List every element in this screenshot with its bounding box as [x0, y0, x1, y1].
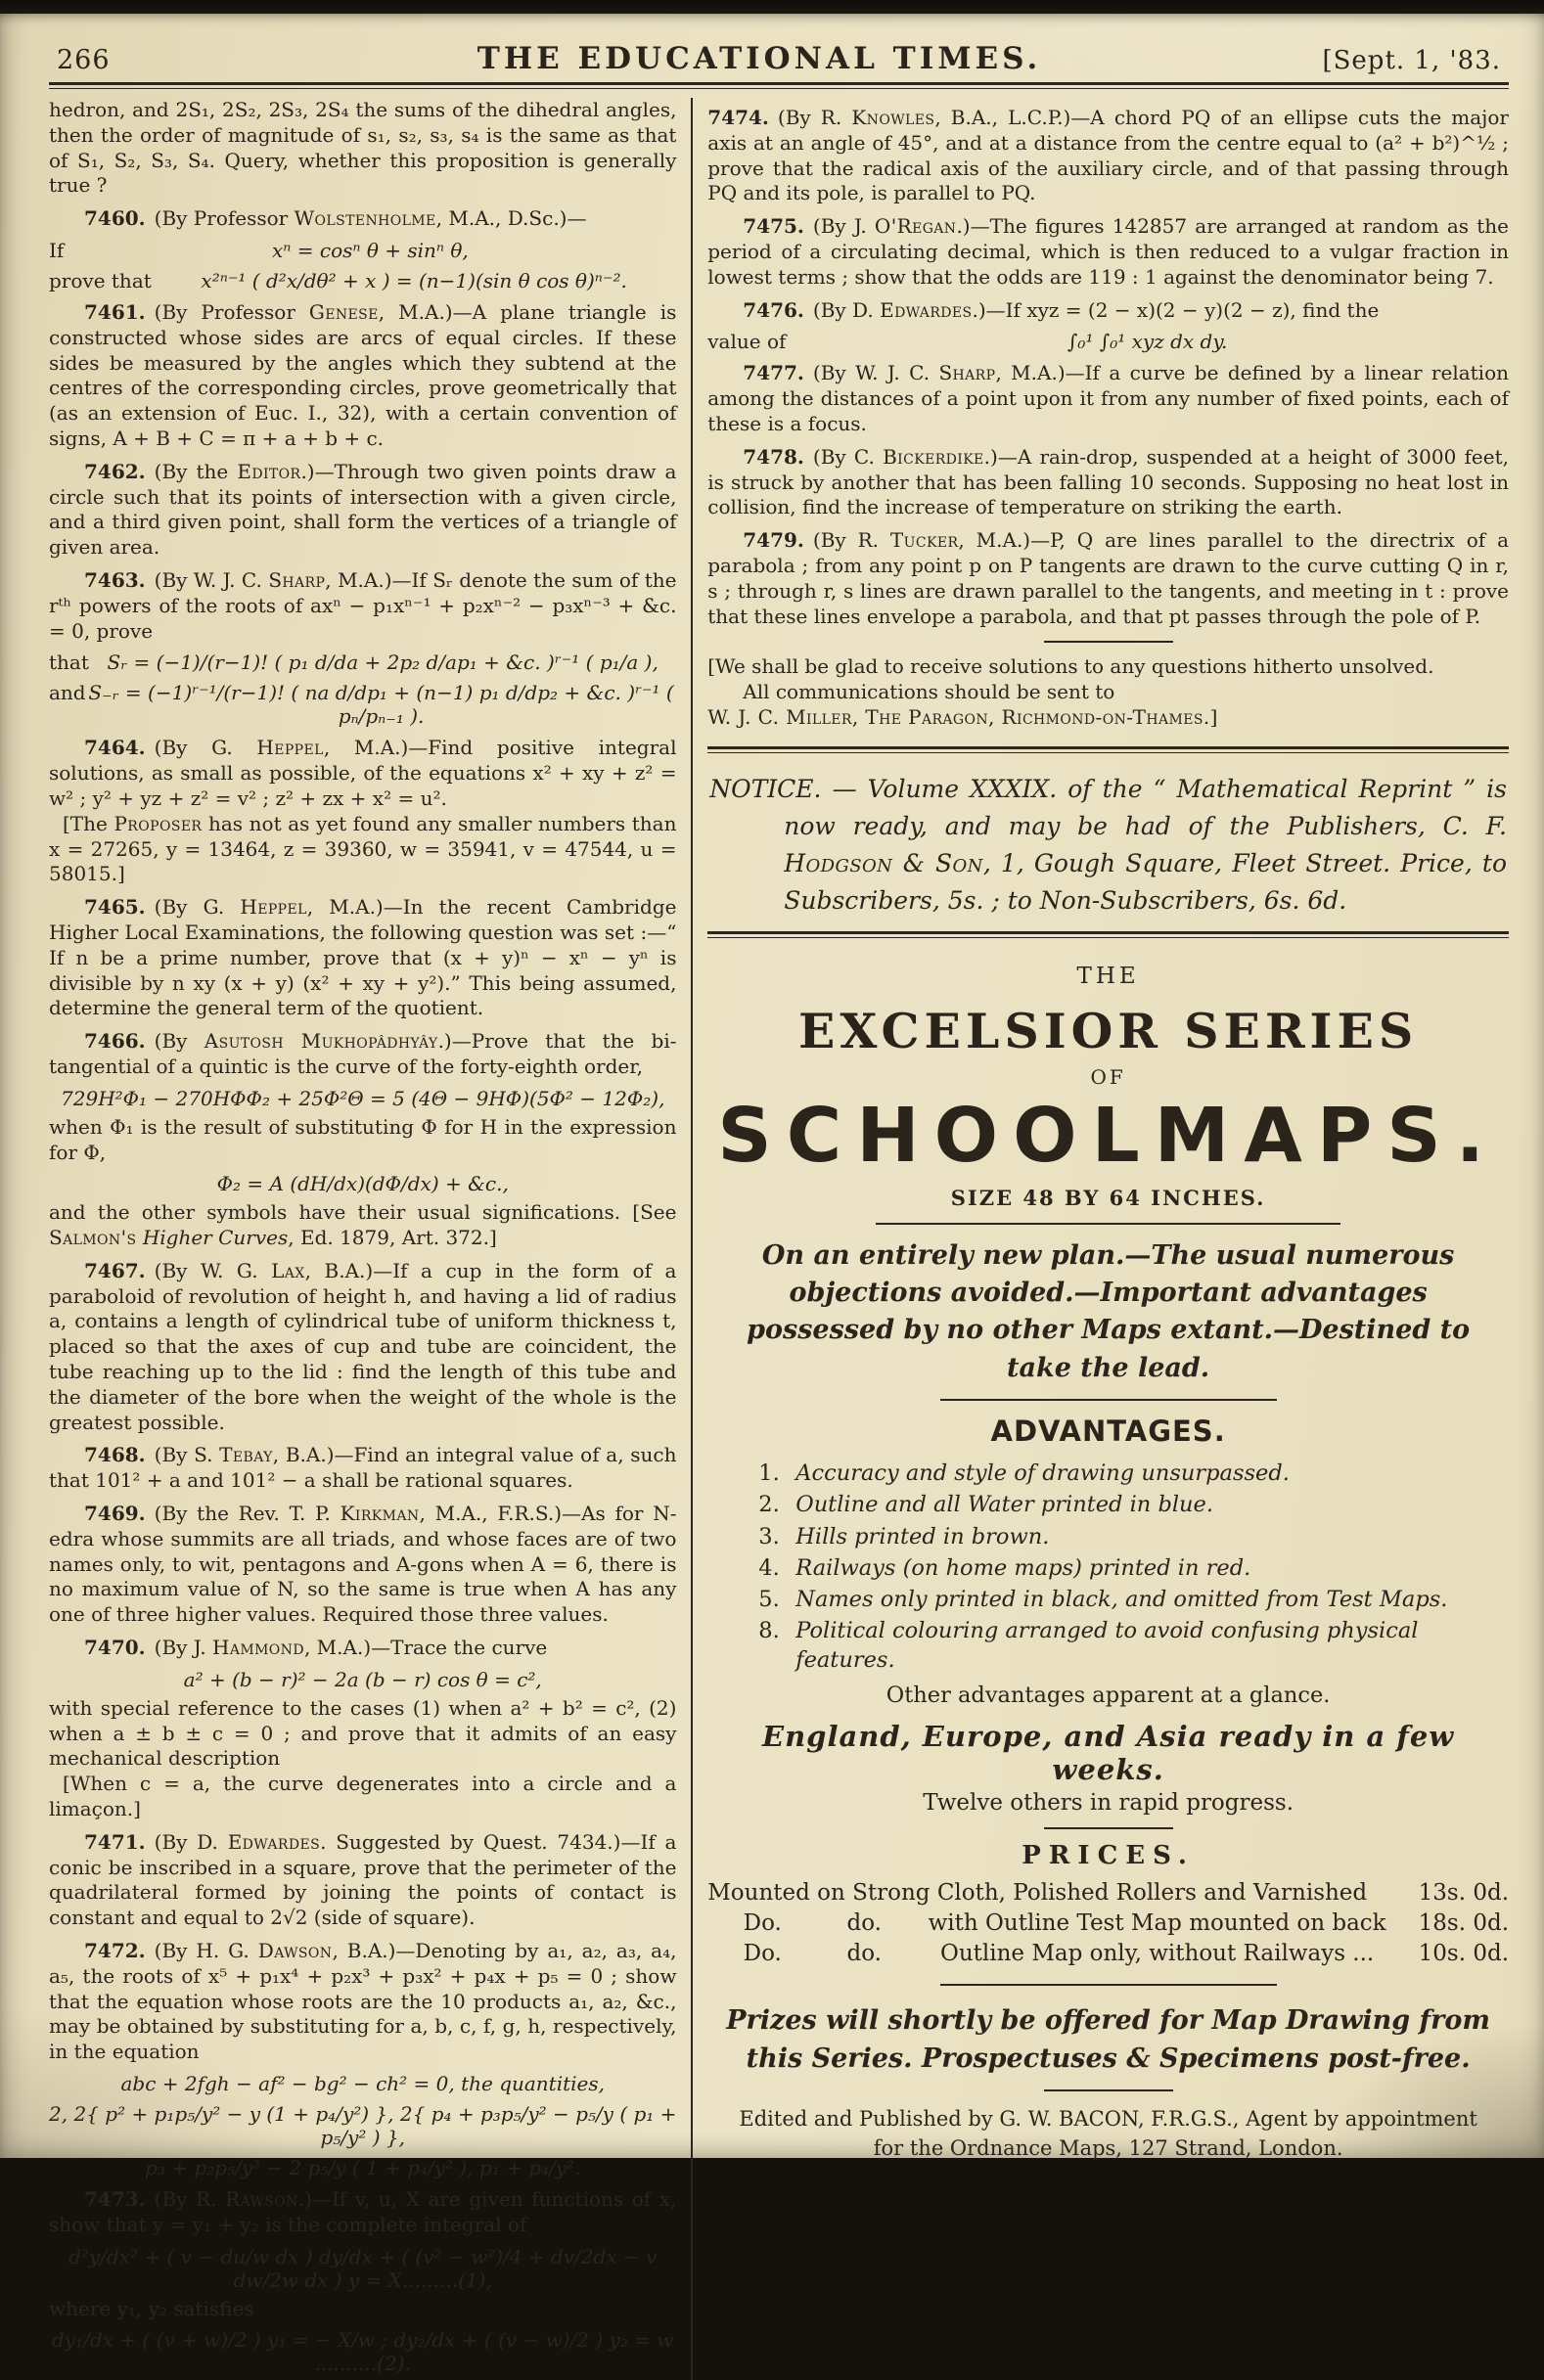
question-number: 7468.	[84, 1443, 146, 1467]
scan-edge-shadow	[0, 0, 1544, 14]
question-byline: (By G.	[154, 895, 241, 920]
question-7463	[49, 568, 676, 644]
formula: d²y/dx² + ( v − du/w dx ) dy/dx + ( (v² − w²)/4 + dv/2dx − v dw/2w dx ) y = X.........(1),	[68, 2244, 658, 2292]
formula-row	[707, 330, 1509, 353]
question-byline: (By Professor	[154, 299, 309, 324]
question-text: with special reference to the cases (1) when a² + b² = c², (2) when a ± b ± c = 0 ; and prove that it admits of an easy mechanical description	[49, 1695, 677, 1771]
formula-label: value of	[707, 330, 787, 354]
imprint-line2: for the Ordnance Maps, 127 Strand, London.	[873, 2135, 1343, 2160]
question-7461	[49, 300, 676, 452]
advert-ready-line: England, Europe, and Asia ready in a few weeks.	[761, 1719, 1455, 1786]
author-name: Edwardes	[880, 297, 973, 322]
question-byline: (By D.	[812, 297, 881, 322]
question-text: , M.A.)—If a curve be defined by a linear relation among the distances of a point upon it from any number of fixed points, each of these is a focus.	[707, 361, 1509, 435]
imprint	[707, 2105, 1509, 2164]
question-7473	[49, 2187, 676, 2238]
question-byline: (By R.	[777, 106, 852, 129]
author-name: Wolstenholme	[294, 206, 436, 231]
question-byline: (By D.	[154, 1829, 228, 1854]
note-text: has not as yet found any smaller numbers than x = 27265, y = 13464, z = 39360, w = 35941, v = 47544, u = 58015.]	[49, 811, 677, 886]
advert-size: SIZE 48 BY 64 INCHES.	[950, 1185, 1266, 1210]
advert-rule	[1044, 1827, 1173, 1829]
question-7465	[49, 895, 676, 1021]
author-name: O'Regan	[874, 214, 957, 239]
question-byline: (By the Rev. T. P.	[154, 1502, 341, 1526]
advantage-item	[758, 1554, 1509, 1583]
advantage-text: Hills printed in brown.	[795, 1523, 1050, 1549]
question-7479	[707, 528, 1509, 629]
question-text: , M.A.)—Trace the curve	[303, 1636, 548, 1660]
question-7470	[49, 1636, 676, 1661]
formula-label: If	[49, 238, 65, 262]
question-byline: (By C.	[812, 444, 884, 469]
price-value: 10s. 0d.	[1418, 1940, 1509, 1966]
advert-maps-title	[707, 1092, 1509, 1180]
question-number: 7465.	[84, 895, 146, 920]
advert-rule	[940, 1399, 1277, 1401]
question-number: 7475.	[743, 214, 804, 239]
question-byline: (By H. G.	[154, 1939, 258, 1963]
price-description: Mounted on Strong Cloth, Polished Rollers and Varnished	[707, 1879, 1368, 1906]
question-text: .)—Through two given points draw a circle such that its points of intersection with a given circle, and a third given point, shall form the vertices of a triangle of given area.	[49, 459, 677, 560]
question-number: 7470.	[84, 1636, 146, 1660]
advert-rule	[1044, 2089, 1173, 2091]
question-text: .)—The figures 142857 are arranged at random as the period of a circulating decimal, which is then reduced to a vulgar fraction in lowest terms ; show that the odds are 119 : 1 against the denominator being 7.	[707, 214, 1509, 289]
question-byline: (By J.	[154, 1636, 212, 1660]
question-text: , M.A.)—Find positive integral solutions, as small as possible, of the equations x² + xy + z² = w² ; y² + yz + z² = v² ; z² + zx + x² = u².	[49, 736, 677, 810]
question-7466	[49, 1029, 676, 1080]
question-byline: (By R.	[154, 2187, 226, 2211]
author-name: Heppel	[240, 895, 307, 920]
question-byline: (By S.	[154, 1443, 220, 1467]
price-row	[707, 1910, 1509, 1936]
formula: p₃ + p₂p₅/y² − 2 p₅/y ( 1 + p₄/y² ), p₁ + p₄/y².	[145, 2156, 581, 2179]
question-byline: (By J.	[812, 214, 875, 239]
question-number: 7463.	[84, 567, 146, 592]
price-ditto: do.	[846, 1909, 882, 1936]
question-number: 7461.	[84, 299, 146, 324]
formula: Sᵣ = (−1)/(r−1)! ( p₁ d/da + 2p₂ d/ap₁ + &c. )ʳ⁻¹ ( p₁/a ),	[107, 651, 658, 675]
price-ditto: Do.	[743, 1940, 782, 1966]
question-text: , Ed. 1879, Art. 372.]	[288, 1226, 497, 1250]
question-byline: (By W. J. C.	[812, 361, 939, 385]
question-text: . Suggested by Quest. 7434.)—If a conic be inscribed in a square, prove that the perimeter of the quadrilateral formed by joining the points of contact is constant and equal to 2√2 (side of square).	[49, 1829, 677, 1930]
author-name: Edwardes	[227, 1829, 321, 1854]
formula: S₋ᵣ = (−1)ʳ⁻¹/(r−1)! ( na d/dp₁ + (n−1) p₁ d/dp₂ + &c. )ʳ⁻¹ ( pₙ/pₙ₋₁ ).	[88, 681, 674, 729]
formula-row	[49, 239, 676, 262]
question-number: 7478.	[743, 444, 804, 469]
author-name: Hammond	[211, 1636, 304, 1660]
price-ditto: Do.	[743, 1909, 782, 1936]
formula-label: and	[49, 681, 86, 705]
advantages-title: ADVANTAGES.	[990, 1415, 1226, 1449]
question-text: .)—If xyz = (2 − x)(2 − y)(2 − z), find the	[972, 297, 1380, 322]
advantage-text: Political colouring arranged to avoid confusing physical features.	[795, 1618, 1419, 1673]
issue-date: [Sept. 1, '83.	[1322, 46, 1501, 75]
question-7472	[49, 1939, 676, 2065]
page-title: THE EDUCATIONAL TIMES.	[477, 41, 1042, 76]
formula-label: prove that	[49, 268, 152, 292]
advert-rule	[940, 1984, 1277, 1986]
question-byline: (By	[154, 1029, 204, 1054]
advert-progress-line: Twelve others in rapid progress.	[923, 1789, 1294, 1816]
section-rule	[1044, 641, 1173, 643]
question-text: , M.A.)—In the recent Cambridge Higher Local Examinations, the following question was set :—“ If n be a prime number, prove that (x + y)ⁿ − xⁿ − yⁿ is divisible by n xy (x + y) (x² + xy + y²).” This being assumed, determine the general term of the quotient.	[49, 895, 677, 1020]
advert-other-line: Other advantages apparent at a glance.	[886, 1682, 1331, 1708]
advert-maps-word2: MAPS.	[1154, 1092, 1499, 1180]
advantage-number: 3.	[758, 1523, 780, 1549]
question-byline: (By W. G.	[154, 1258, 272, 1282]
formula: abc + 2fgh − af² − bg² − ch² = 0, the quantities,	[120, 2072, 605, 2095]
question-text: .)—A rain-drop, suspended at a height of 3000 feet, is struck by another that has been falling 10 seconds. Supposing no heat lost in collision, find the increase of temperature on striking the earth.	[707, 444, 1509, 519]
left-column	[49, 98, 676, 2380]
question-number: 7476.	[743, 297, 804, 322]
advantage-text: Accuracy and style of drawing unsurpassed.	[795, 1460, 1290, 1487]
question-7464	[49, 736, 676, 811]
question-text: , B.A.)—Denoting by a₁, a₂, a₃, a₄, a₅, the roots of x⁵ + p₁x⁴ + p₂x³ + p₃x² + p₄x + p₅ = 0 ; show that the equation whose roots are the 10 products a₁, a₂, &c., may be obtained by substituting for a, b, c, f, g, h, respectively, in the equation	[49, 1939, 677, 2064]
section-rule-double	[707, 746, 1509, 753]
question-number: 7469.	[84, 1502, 146, 1526]
advantage-item	[758, 1523, 1509, 1551]
section-rule-double	[707, 931, 1509, 938]
formula: 2, 2{ p² + p₁p₅/y² − y (1 + p₄/y²) }, 2{ p₄ + p₃p₅/y² − p₅/y ( p₁ + p₅/y² ) },	[49, 2102, 677, 2149]
advert-prizes-line: Prizes will shortly be offered for Map Drawing from this Series. Prospectuses & Specimens post-free.	[726, 2004, 1490, 2074]
question-text: , M.A., D.Sc.)—	[435, 206, 587, 231]
question-7468	[49, 1443, 676, 1494]
question-7462	[49, 460, 676, 561]
author-name: Tebay	[219, 1443, 273, 1467]
question-text: , B.A.)—If a cup in the form of a paraboloid of revolution of height h, and having a lid of radius a, contains a length of cylindrical tube of uniform thickness t, placed so that the axes of cup and tube are coincident, the tube reaching up to the lid : find the length of this tube and the diameter of the bore when the weight of the whole is the greatest possible.	[49, 1258, 677, 1434]
author-name: Lax	[271, 1258, 305, 1282]
advantage-text: Outline and all Water printed in blue.	[795, 1492, 1214, 1518]
question-text: when Φ₁ is the result of substituting Φ for H in the expression for Φ,	[49, 1114, 677, 1164]
prices-table	[707, 1880, 1509, 1966]
advantage-item	[758, 1586, 1509, 1614]
advert-of: OF	[1090, 1064, 1126, 1089]
question-byline: (By W. J. C.	[154, 567, 269, 592]
advantage-number: 1.	[758, 1460, 780, 1487]
continuation-paragraph: hedron, and 2S₁, 2S₂, 2S₃, 2S₄ the sums of the dihedral angles, then the order of magnitude of s₁, s₂, s₃, s₄ is the same as that of S₁, S₂, S₃, S₄. Query, whether this proposition is generally true ?	[49, 98, 677, 198]
price-row	[707, 1941, 1509, 1966]
question-text: , B.A.)—Find an integral value of a, such that 101² + a and 101² − a shall be rational squares.	[49, 1443, 677, 1493]
question-7476	[707, 298, 1509, 324]
advert-the: THE	[1076, 963, 1140, 989]
advert-maps-word1: SCHOOL	[717, 1092, 1155, 1180]
question-number: 7473.	[84, 2187, 146, 2211]
author-name: Genese	[308, 299, 379, 324]
question-text: , M.A.)—P, Q are lines parallel to the directrix of a parabola ; from any point p on P tangents are drawn to the curve cutting Q in r, s ; through r, s lines are drawn parallel to the tangents, and meeting in t : prove that these lines envelope a parabola, and that pt passes through the pole of P.	[707, 528, 1509, 628]
editorial-note	[49, 812, 676, 887]
advert-school-maps	[707, 964, 1509, 2164]
advantage-item	[758, 1459, 1509, 1488]
question-7477	[707, 361, 1509, 436]
formula: 729H²Φ₁ − 270HΦΦ₂ + 25Φ²Θ = 5 (4Θ − 9HΦ)(5Φ² − 12Φ₂),	[61, 1086, 665, 1110]
price-description: with Outline Test Map mounted on back	[928, 1909, 1386, 1936]
right-column	[707, 98, 1509, 2380]
advantage-number: 4.	[758, 1554, 780, 1581]
price-description: Outline Map only, without Railways ...	[939, 1940, 1375, 1966]
solutions-note-line1: [We shall be glad to receive solutions to any questions hitherto unsolved.	[707, 654, 1434, 679]
question-number: 7466.	[84, 1029, 146, 1054]
advert-tagline: On an entirely new plan.—The usual numerous objections avoided.—Important advantages possessed by no other Maps extant.—Destined to take the lead.	[747, 1239, 1471, 1383]
page-number: 266	[57, 45, 111, 75]
formula-row	[49, 681, 676, 728]
question-text: where y₁, y₂ satisfies	[49, 2296, 254, 2320]
author-name: Dawson	[257, 1939, 333, 1963]
solutions-address: W. J. C. Miller, The Paragon, Richmond-on-Thames.]	[707, 704, 1218, 729]
question-7467	[49, 1259, 676, 1436]
question-7475	[707, 214, 1509, 290]
formula-row	[49, 269, 676, 292]
question-number: 7477.	[743, 361, 804, 385]
advantage-item	[758, 1491, 1509, 1519]
advantage-item	[758, 1617, 1509, 1675]
masthead-rule	[49, 82, 1509, 89]
question-byline: (By Professor	[154, 206, 295, 231]
reference-title: Higher Curves	[136, 1226, 289, 1250]
formula: xⁿ = cosⁿ θ + sinⁿ θ,	[272, 238, 469, 262]
notice-text: , 1, Gough Square, Fleet Street. Price, to Subscribers, 5s. ; to Non-Subscribers, 6s. 6d.	[784, 848, 1508, 915]
publisher-name: Hodgson & Son	[784, 848, 983, 877]
advantage-number: 5.	[758, 1587, 780, 1613]
question-text: .)—If v, u, X are given functions of x, show that y = y₁ + y₂ is the complete integral of	[49, 2187, 677, 2236]
question-text: and the other symbols have their usual significations. [See	[49, 1200, 677, 1225]
question-7478	[707, 445, 1509, 520]
note-text: [The	[63, 811, 114, 835]
question-number: 7462.	[84, 459, 146, 483]
author-name: Rawson	[225, 2187, 298, 2211]
question-7469	[49, 1502, 676, 1628]
solutions-note-line2: All communications should be sent to	[743, 680, 1115, 704]
question-number: 7479.	[743, 528, 804, 553]
question-number: 7472.	[84, 1939, 146, 1963]
author-name: Tucker	[889, 528, 959, 553]
proposer-label: Proposer	[114, 811, 203, 835]
formula-label: that	[49, 651, 89, 675]
question-text	[49, 1200, 676, 1251]
advantage-text: Railways (on home maps) printed in red.	[795, 1554, 1251, 1581]
advantage-text: Names only printed in black, and omitted from Test Maps.	[795, 1587, 1448, 1613]
author-name: Asutosh Mukhopâdhyây	[204, 1029, 438, 1054]
formula-row	[49, 651, 676, 674]
formula: x²ⁿ⁻¹ ( d²x/dθ² + x ) = (n−1)(sin θ cos θ)ⁿ⁻².	[201, 268, 627, 292]
advantage-number: 2.	[758, 1492, 780, 1518]
imprint-line1: Edited and Published by G. W. BACON, F.R.G.S., Agent by appointment	[739, 2107, 1477, 2132]
question-text: , M.A.)—If Sᵣ denote the sum of the rᵗʰ powers of the roots of axⁿ − p₁xⁿ⁻¹ + p₂xⁿ⁻² − p₃xⁿ⁻³ + &c. = 0, prove	[49, 567, 677, 643]
price-ditto: do.	[846, 1940, 882, 1966]
formula: a² + (b − r)² − 2a (b − r) cos θ = c²,	[183, 1667, 542, 1691]
column-divider	[691, 98, 693, 2380]
two-column-layout	[49, 98, 1509, 2380]
question-byline: (By G.	[154, 736, 257, 760]
advantages-list	[707, 1459, 1509, 1675]
advert-series-title: EXCELSIOR SERIES	[798, 1002, 1419, 1059]
author-name: Kirkman	[340, 1502, 420, 1526]
author-name: Editor	[237, 459, 301, 483]
question-number: 7467.	[84, 1258, 146, 1282]
editorial-note: [When c = a, the curve degenerates into a circle and a limaçon.]	[49, 1772, 677, 1821]
question-number: 7464.	[84, 736, 146, 760]
author-name: Sharp	[268, 567, 326, 592]
question-number: 7474.	[707, 106, 769, 129]
question-7460	[49, 206, 676, 232]
question-number: 7460.	[84, 206, 146, 231]
question-number: 7471.	[84, 1829, 146, 1854]
question-text: , M.A.)—A plane triangle is constructed whose sides are arcs of equal circles. If these sides be measured by the angles which they subtend at the centres of the corresponding circles, prove geometrically that (as an extension of Euc. I., 32), with a certain convention of signs, A + B + C = π + a + b + c.	[49, 299, 677, 450]
price-value: 13s. 0d.	[1418, 1879, 1509, 1906]
question-text: , B.A., L.C.P.)—A chord PQ of an ellipse cuts the major axis at an angle of 45°, and at a distance from the centre equal to (a² + b²)^½ ; prove that the radical axis of the auxiliary circle, and of that passing through PQ and its pole, is parallel to PQ.	[707, 106, 1509, 205]
formula: ∫₀¹ ∫₀¹ xyz dx dy.	[1067, 330, 1228, 354]
price-value: 18s. 0d.	[1418, 1909, 1509, 1936]
question-text: , M.A., F.R.S.)—As for N-edra whose summits are all triads, and whose faces are of two names only, to wit, pentagons and A-gons when A = 6, there is no maximum value of N, so the same is true when A has any one of three higher values. Required those three values.	[49, 1502, 677, 1627]
formula: Φ₂ = A (dH/dx)(dΦ/dx) + &c.,	[216, 1172, 509, 1196]
masthead	[49, 27, 1509, 82]
formula: dy₁/dx + ( (v + w)/2 ) y₁ = − X/w ; dy₂/dx + ( (v − w)/2 ) y₂ = w ..........(2).	[52, 2328, 674, 2376]
author-name: Heppel	[256, 736, 324, 760]
question-7474	[707, 106, 1509, 206]
author-name: Knowles	[851, 106, 935, 129]
advantage-number: 8.	[758, 1618, 780, 1644]
question-7471	[49, 1830, 676, 1931]
author-name: Bickerdike	[883, 444, 984, 469]
page-content	[49, 27, 1509, 2380]
price-row	[707, 1880, 1509, 1906]
notice-text: NOTICE. — Volume XXXIX. of the “ Mathematical Reprint ” is now ready, and may be had of the Publishers, C. F.	[709, 774, 1507, 840]
advert-rule	[876, 1223, 1340, 1225]
prices-title: PRICES.	[1022, 1840, 1195, 1870]
reference-author: Salmon's	[49, 1226, 137, 1250]
question-text: .)—Prove that the bi-tangential of a quintic is the curve of the forty-eighth order,	[49, 1029, 677, 1078]
question-byline: (By the	[154, 459, 238, 483]
notice-paragraph	[709, 771, 1507, 920]
author-name: Sharp	[938, 361, 996, 385]
question-byline: (By R.	[812, 528, 890, 553]
